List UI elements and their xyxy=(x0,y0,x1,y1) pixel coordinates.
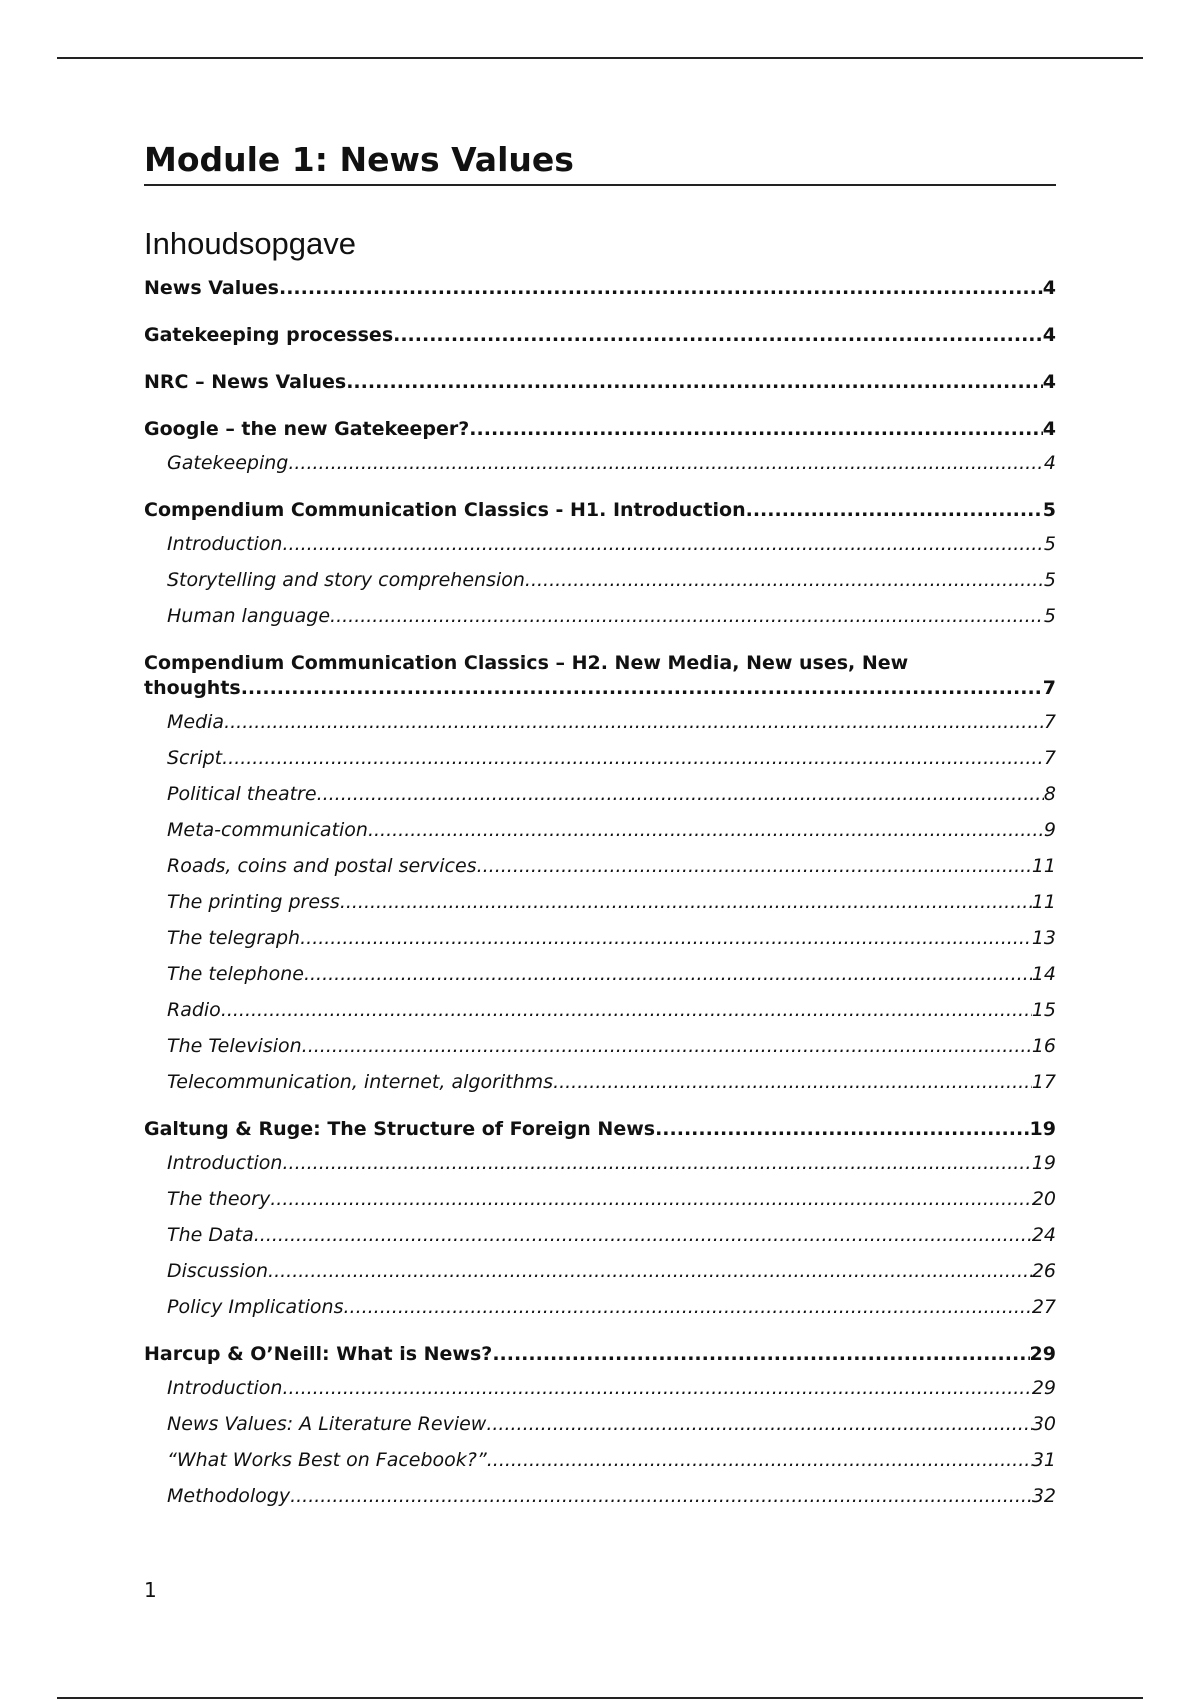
toc-subentry[interactable] xyxy=(144,1070,1056,1095)
toc-entry-label: Introduction xyxy=(167,1152,283,1174)
toc-subentry[interactable] xyxy=(144,1259,1056,1284)
toc-entry-label: Roads, coins and postal services xyxy=(167,855,477,877)
toc-entry[interactable] xyxy=(144,651,1056,701)
toc-entry-page: 5 xyxy=(1043,533,1056,555)
toc-entry[interactable] xyxy=(144,370,1056,395)
toc-entry-label: Radio xyxy=(167,999,221,1021)
toc-entry-page: 9 xyxy=(1043,819,1056,841)
toc-subentry[interactable] xyxy=(144,782,1056,807)
toc-entry-label: Compendium Communication Classics - H1. Introduction xyxy=(144,499,746,521)
toc-subentry[interactable] xyxy=(144,890,1056,915)
toc-leader-dots xyxy=(553,1070,1032,1095)
toc-entry-page: 29 xyxy=(1029,1343,1056,1365)
toc-subentry[interactable] xyxy=(144,532,1056,557)
toc-leader-dots xyxy=(317,782,1044,807)
toc-leader-dots xyxy=(254,1223,1032,1248)
toc-subentry[interactable] xyxy=(144,1151,1056,1176)
toc-leader-dots xyxy=(221,998,1032,1023)
toc-leader-dots xyxy=(268,1259,1032,1284)
toc-entry-page: 7 xyxy=(1043,747,1056,769)
toc-leader-dots xyxy=(486,1412,1031,1437)
toc-leader-dots xyxy=(477,854,1032,879)
toc-subentry[interactable] xyxy=(144,1223,1056,1248)
toc-entry-label: News Values: A Literature Review xyxy=(167,1413,487,1435)
toc-subentry[interactable] xyxy=(144,604,1056,629)
toc-entry-label: Discussion xyxy=(167,1260,269,1282)
toc-entry-page: 7 xyxy=(1042,677,1056,699)
toc-entry-label: Introduction xyxy=(167,533,283,555)
toc-entry[interactable] xyxy=(144,1342,1056,1367)
toc-entry[interactable] xyxy=(144,276,1056,301)
toc-entry-page: 5 xyxy=(1043,569,1056,591)
toc-entry-label: Meta-communication xyxy=(167,819,368,841)
toc-entry[interactable] xyxy=(144,498,1056,523)
toc-leader-dots xyxy=(746,498,1043,523)
toc-subentry[interactable] xyxy=(144,1484,1056,1509)
toc-entry-label: The Data xyxy=(167,1224,254,1246)
toc-entry-page: 4 xyxy=(1042,277,1056,299)
toc-subentry[interactable] xyxy=(144,746,1056,771)
toc-entry-label: Compendium Communication Classics – H2. New Media, New uses, New xyxy=(144,652,909,674)
toc-subentry[interactable] xyxy=(144,818,1056,843)
toc-leader-dots xyxy=(393,323,1043,348)
toc-subentry[interactable] xyxy=(144,451,1056,476)
toc-entry-page: 4 xyxy=(1042,324,1056,346)
toc-entry-label: Harcup & O’Neill: What is News? xyxy=(144,1343,493,1365)
toc-entry-label: Political theatre xyxy=(167,783,317,805)
toc-entry-page: 32 xyxy=(1031,1485,1056,1507)
toc-entry-page: 13 xyxy=(1031,927,1056,949)
toc-leader-dots xyxy=(492,1342,1029,1367)
toc-leader-dots xyxy=(282,1376,1031,1401)
toc-subentry[interactable] xyxy=(144,854,1056,879)
document-body xyxy=(144,140,1056,1509)
toc-entry-page: 30 xyxy=(1031,1413,1056,1435)
table-of-contents xyxy=(144,276,1056,1509)
toc-entry-label: Google – the new Gatekeeper? xyxy=(144,418,470,440)
toc-entry-label: NRC – News Values xyxy=(144,371,347,393)
toc-leader-dots xyxy=(300,926,1032,951)
toc-leader-dots xyxy=(290,1484,1032,1509)
toc-subentry[interactable] xyxy=(144,710,1056,735)
toc-entry-label: “What Works Best on Facebook?” xyxy=(167,1449,487,1471)
toc-leader-dots xyxy=(288,451,1044,476)
toc-subentry[interactable] xyxy=(144,1034,1056,1059)
header-rule xyxy=(57,57,1143,59)
toc-entry-label: News Values xyxy=(144,277,279,299)
toc-entry-page: 5 xyxy=(1043,605,1056,627)
toc-entry-page: 17 xyxy=(1031,1071,1056,1093)
toc-subentry[interactable] xyxy=(144,1187,1056,1212)
toc-entry-label: Telecommunication, internet, algorithms xyxy=(167,1071,554,1093)
toc-entry-page: 16 xyxy=(1031,1035,1056,1057)
toc-leader-dots xyxy=(279,276,1043,301)
toc-entry[interactable] xyxy=(144,323,1056,348)
toc-entry-page: 31 xyxy=(1031,1449,1056,1471)
toc-entry-label: Policy Implications xyxy=(167,1296,344,1318)
toc-subentry[interactable] xyxy=(144,926,1056,951)
toc-leader-dots xyxy=(222,746,1044,771)
toc-leader-dots xyxy=(241,676,1043,701)
toc-entry-page: 15 xyxy=(1031,999,1056,1021)
toc-entry-label: Media xyxy=(167,711,225,733)
toc-entry-page: 4 xyxy=(1042,418,1056,440)
toc-entry-page: 7 xyxy=(1043,711,1056,733)
toc-leader-dots xyxy=(343,1295,1031,1320)
toc-entry-page: 14 xyxy=(1031,963,1056,985)
toc-entry-label: The printing press xyxy=(167,891,340,913)
toc-leader-dots xyxy=(525,568,1044,593)
toc-entry-label: Human language xyxy=(167,605,331,627)
toc-subentry[interactable] xyxy=(144,998,1056,1023)
toc-subentry[interactable] xyxy=(144,1376,1056,1401)
toc-entry-page: 11 xyxy=(1031,891,1056,913)
toc-entry-page: 4 xyxy=(1042,371,1056,393)
toc-entry[interactable] xyxy=(144,417,1056,442)
toc-entry-label: Galtung & Ruge: The Structure of Foreign News xyxy=(144,1118,656,1140)
toc-entry-page: 11 xyxy=(1031,855,1056,877)
toc-entry-label: Methodology xyxy=(167,1485,291,1507)
toc-entry-page: 24 xyxy=(1031,1224,1056,1246)
toc-entry-label: Introduction xyxy=(167,1377,283,1399)
toc-subentry[interactable] xyxy=(144,568,1056,593)
toc-entry-label: Gatekeeping xyxy=(167,452,289,474)
toc-leader-dots xyxy=(340,890,1032,915)
toc-subentry[interactable] xyxy=(144,1295,1056,1320)
toc-entry-label: The telephone xyxy=(167,963,304,985)
toc-entry-label: The telegraph xyxy=(167,927,301,949)
toc-leader-dots xyxy=(487,1448,1032,1473)
document-title: Module 1: News Values xyxy=(144,140,1056,186)
toc-entry-label: Storytelling and story comprehension xyxy=(167,569,525,591)
toc-entry-page: 20 xyxy=(1031,1188,1056,1210)
toc-entry[interactable] xyxy=(144,1117,1056,1142)
toc-leader-dots xyxy=(282,1151,1031,1176)
toc-leader-dots xyxy=(655,1117,1029,1142)
toc-entry-page: 26 xyxy=(1031,1260,1056,1282)
toc-leader-dots xyxy=(469,417,1042,442)
toc-leader-dots xyxy=(270,1187,1032,1212)
toc-entry-page: 5 xyxy=(1042,499,1056,521)
toc-subentry[interactable] xyxy=(144,1448,1056,1473)
page-number: 1 xyxy=(144,1578,157,1602)
toc-leader-dots xyxy=(302,1034,1032,1059)
toc-entry-page: 19 xyxy=(1029,1118,1056,1140)
toc-heading: Inhoudsopgave xyxy=(144,226,357,261)
toc-entry-page: 19 xyxy=(1031,1152,1056,1174)
toc-entry-page: 4 xyxy=(1043,452,1056,474)
footer-rule xyxy=(57,1697,1143,1699)
toc-entry-page: 29 xyxy=(1031,1377,1056,1399)
toc-subentry[interactable] xyxy=(144,1412,1056,1437)
toc-entry-page: 8 xyxy=(1043,783,1056,805)
toc-entry-label: Script xyxy=(167,747,223,769)
toc-entry-page: 27 xyxy=(1031,1296,1056,1318)
toc-entry-label-continued: thoughts xyxy=(144,677,241,699)
toc-leader-dots xyxy=(346,370,1043,395)
toc-leader-dots xyxy=(368,818,1044,843)
toc-subentry[interactable] xyxy=(144,962,1056,987)
toc-entry-label: The Television xyxy=(167,1035,302,1057)
toc-entry-label: Gatekeeping processes xyxy=(144,324,394,346)
toc-leader-dots xyxy=(224,710,1044,735)
toc-leader-dots xyxy=(282,532,1043,557)
toc-leader-dots xyxy=(330,604,1044,629)
toc-entry-label: The theory xyxy=(167,1188,271,1210)
toc-leader-dots xyxy=(304,962,1032,987)
